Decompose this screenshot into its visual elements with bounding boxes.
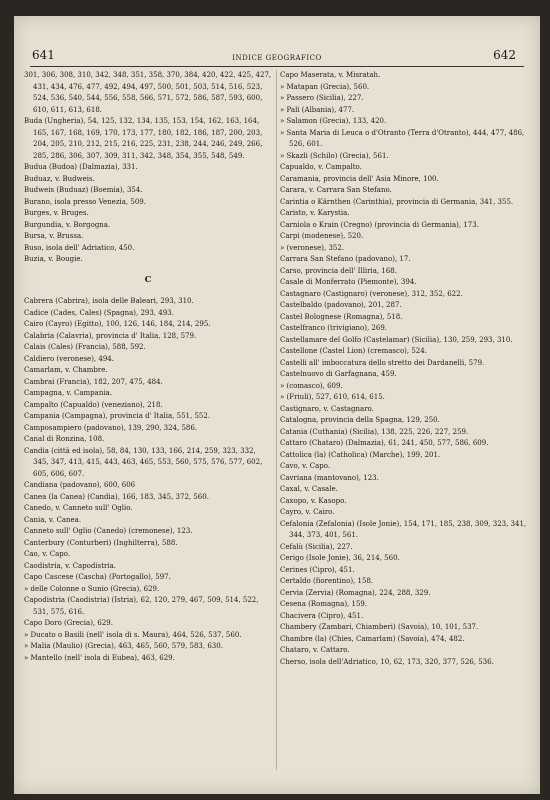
index-entry: » Skazli (Schilo) (Grecia), 561. xyxy=(280,151,389,160)
index-entry: Capo Maserata, v. Misratah. xyxy=(280,71,381,79)
index-column-right xyxy=(280,70,532,668)
index-entry: Chambery (Zambari, Chiamberi) (Savoia), 10, 101, 537. xyxy=(280,623,479,631)
index-entry: Canal di Ronzina, 108. xyxy=(24,435,105,443)
index-entry: Chacivera (Cipro), 451. xyxy=(280,611,364,620)
index-entry: Cadice (Cades, Cales) (Spagna), 293, 493. xyxy=(24,308,174,317)
index-entry: Campania (Campagna), provincia d' Italia, 551, 552. xyxy=(24,412,211,420)
index-entry: Carrara San Stefano (padovano), 17. xyxy=(280,255,411,263)
section-letter: C xyxy=(144,274,152,285)
index-entry: Campalto (Capualdo) (veneziano), 218. xyxy=(24,400,163,409)
index-entry: Canneto sull' Oglio (Canedo) (cremonese), 123. xyxy=(24,527,193,535)
index-entry: Castellamare del Golfo (Castelamar) (Sicilia), 130, 259, 293, 310. xyxy=(280,335,513,344)
index-entry: Castelli all' imboccatura dello stretto dei Dardanelli, 579. xyxy=(280,358,485,367)
index-entry: Candiana (padovano), 600, 606 xyxy=(24,481,136,489)
index-entry: Cefalonia (Zefalonia) (Isole Jonie), 154, 171, 185, 238, 309, 323, 341, 344, 373, 401, 561. xyxy=(280,519,527,539)
index-entry: » delle Colonne o Sunio (Grecia), 629. xyxy=(24,584,160,593)
index-entry: » Pali (Albania), 477. xyxy=(280,105,355,114)
index-entry: Cabrera (Cabrira), isola delle Baleari, 293, 310. xyxy=(24,297,194,305)
index-entry: Cao, v. Capo. xyxy=(24,550,71,558)
index-entry: Carara, v. Carrara San Stefano. xyxy=(280,186,392,194)
index-entry: Caristo, v. Karystia. xyxy=(280,209,350,217)
index-entry: Castignaro, v. Castagnaro. xyxy=(280,404,374,413)
column-divider xyxy=(276,70,277,770)
index-entry: Catalogna, provincia della Spagna, 129, 250. xyxy=(280,416,440,424)
index-entry: Cerines (Cipro), 451. xyxy=(280,565,355,574)
index-entry: Cattaro (Chataro) (Dalmazia), 61, 241, 450, 577, 586, 609. xyxy=(280,439,489,447)
book-page xyxy=(14,16,540,794)
index-entry: » (veronese), 352. xyxy=(280,243,345,252)
index-entry: Carso, provincia dell' Illiria, 168. xyxy=(280,266,397,275)
index-entry: » Santa Maria di Leuca o d'Otranto (Terra d'Otranto), 444, 477, 486, 526, 601. xyxy=(280,128,525,148)
index-entry: Chataro, v. Cattaro. xyxy=(280,646,350,654)
index-entry: Cefalù (Sicilia), 227. xyxy=(280,542,353,551)
page-number-left: 641 xyxy=(32,48,55,62)
index-entry: Burges, v. Bruges. xyxy=(24,209,89,217)
index-entry: Carniola o Krain (Cregno) (provincia di Germania), 173. xyxy=(280,220,479,229)
header-rule xyxy=(30,66,524,67)
index-entry: Capualdo, v. Campalto. xyxy=(280,163,362,171)
index-entry: Cherso, isola dell'Adriatico, 10, 62, 173, 320, 377, 526, 536. xyxy=(280,657,494,666)
page-number-right: 642 xyxy=(493,48,516,62)
index-entry: Buda (Ungheria), 54, 125, 132, 134, 135, 153, 154, 162, 163, 164, 165, 167, 168, 169, 170, 173, 177, 180, 182, 186, 187, 200, 203, 204, 205, 210, 212, 215, 216, 225, 231, 238, 244, 246, 249, 266, 285, 286, 306, 307, 309, 311, 342, 348, 354, 355, 548, 549. xyxy=(24,117,263,160)
index-entry: Bursa, v. Brussa. xyxy=(24,232,84,240)
index-entry: Buzia, v. Bougie. xyxy=(24,255,83,263)
index-entry: Cavriana (mantovano), 123. xyxy=(280,473,379,482)
index-entry: Burgundia, v. Borgogna. xyxy=(24,220,111,229)
index-entry: Certaldo (fiorentino), 158. xyxy=(280,577,374,585)
index-entry: Cerigo (Isole Jonie), 36, 214, 560. xyxy=(280,554,400,562)
index-entry: Cesena (Romagna), 159. xyxy=(280,600,368,608)
index-entry: » (comasco), 609. xyxy=(280,381,343,390)
index-entry: Caxopo, v. Kasopo. xyxy=(280,496,347,505)
index-entry: Caramania, provincia dell' Asia Minore, 100. xyxy=(280,174,439,183)
index-entry: Burano, isola presso Venezia, 509. xyxy=(24,197,146,206)
index-entry: Cavo, v. Capo. xyxy=(280,462,331,470)
index-entry: » Matapan (Grecia), 560. xyxy=(280,82,370,91)
index-entry: Carintia o Kärnthen (Carinthia), provincia di Germania, 341, 355. xyxy=(280,197,514,206)
index-entry: Capo Doro (Grecia), 629. xyxy=(24,619,113,627)
index-entry: Canea (la Canea) (Candia), 166, 183, 345, 372, 560. xyxy=(24,492,209,501)
index-entry: Carpi (modenese), 520. xyxy=(280,232,364,240)
index-entry: Cairo (Cayro) (Egitto), 100, 126, 146, 184, 214, 295. xyxy=(24,320,211,328)
index-entry: Chambre (la) (Chies, Camarlam) (Savoia), 474, 482. xyxy=(280,634,465,643)
index-entry: Cervia (Zervia) (Romagna), 224, 288, 329. xyxy=(280,588,431,597)
index-entry: Cayro, v. Cairo. xyxy=(280,508,335,516)
index-entry: » Mantello (nell' isola di Eubea), 463, 629. xyxy=(24,653,175,662)
index-entry: » (Friuli), 527, 610, 614, 615. xyxy=(280,393,385,401)
index-entry: Castagnaro (Castignaro) (veronese), 312, 352, 622. xyxy=(280,289,463,298)
index-entry: Buduaz, v. Budweis. xyxy=(24,174,95,183)
index-entry: Capodistria (Caodistria) (Istria), 62, 120, 279, 467, 509, 514, 522, 531, 575, 616. xyxy=(24,596,259,616)
index-entry: 301, 306, 308, 310, 342, 348, 351, 358, 370, 384, 420, 422, 425, 427, 431, 434, 476, 477, 492, 494, 497, 500, 501, 503, 514, 516, 523, 524, 536, 540, 544, 556, 558, 566, 571, 572, 586, 587, 593, 600, 610, 611, 613, 618. xyxy=(24,71,272,114)
index-entry: Castelnuovo di Garfagnana, 459. xyxy=(280,370,397,378)
index-entry: Capo Cascese (Cascha) (Portogallo), 597. xyxy=(24,573,171,581)
index-entry: Camarlam, v. Chambre. xyxy=(24,366,108,374)
index-entry: Cania, v. Canea. xyxy=(24,515,82,524)
running-title: INDICE GEOGRAFICO xyxy=(232,54,322,62)
index-entry: Buso, isola dell' Adriatico, 450. xyxy=(24,243,135,252)
index-entry: Calais (Cales) (Francia), 588, 592. xyxy=(24,343,146,351)
index-entry: Cambrai (Francia), 182, 207, 475, 484. xyxy=(24,377,163,386)
index-entry: Castelfranco (trivigiano), 269. xyxy=(280,324,387,332)
index-entry: Caldiero (veronese), 494. xyxy=(24,354,114,363)
index-entry: Camposampiero (padovano), 139, 290, 324, 586. xyxy=(24,423,198,432)
index-entry: Calabria (Calavria), provincia d' Italia, 128, 579. xyxy=(24,331,197,340)
index-entry: Caodistria, v. Capodistria. xyxy=(24,561,116,570)
index-entry: Canterbury (Conturberi) (Inghilterra), 588. xyxy=(24,538,178,547)
index-entry: Casale di Monferrato (Piemonte), 394. xyxy=(280,278,417,286)
index-entry: Budua (Budoa) (Dalmazia), 331. xyxy=(24,163,138,171)
index-entry: Castellone (Castel Lion) (cremasco), 524. xyxy=(280,347,427,355)
index-entry: Cattolica (la) (Catholica) (Marche), 199, 201. xyxy=(280,450,441,459)
index-entry: Caxal, v. Casale. xyxy=(280,485,338,493)
index-entry: » Ducato o Basili (nell' isola di s. Maura), 464, 526, 537, 560. xyxy=(24,630,242,639)
index-entry: » Passero (Sicilia), 227. xyxy=(280,94,364,102)
index-entry: Castel Bolognese (Romagna), 518. xyxy=(280,312,403,321)
index-entry: Catania (Cuthania) (Sicilia), 138, 225, 226, 227, 259. xyxy=(280,427,469,436)
index-entry: » Malia (Maulio) (Grecia), 463, 465, 560, 579, 583, 630. xyxy=(24,642,223,650)
index-entry: Budweis (Buduaz) (Boemia), 354. xyxy=(24,186,143,194)
index-entry: Campagna, v. Campania. xyxy=(24,389,112,397)
index-entry: Canedo, v. Canneto sull' Oglio. xyxy=(24,504,133,512)
index-entry: » Salamon (Grecia), 133, 420. xyxy=(280,117,387,125)
index-entry: Candia (città ed isola), 58, 84, 130, 133, 166, 214, 259, 323, 332, 345, 347, 413, 415, 443, 463, 465, 553, 560, 575, 576, 577, 602, 605, 606, 607. xyxy=(24,446,263,478)
index-entry: Castelbaldo (padovano), 201, 287. xyxy=(280,301,402,309)
index-column-left xyxy=(24,70,272,664)
